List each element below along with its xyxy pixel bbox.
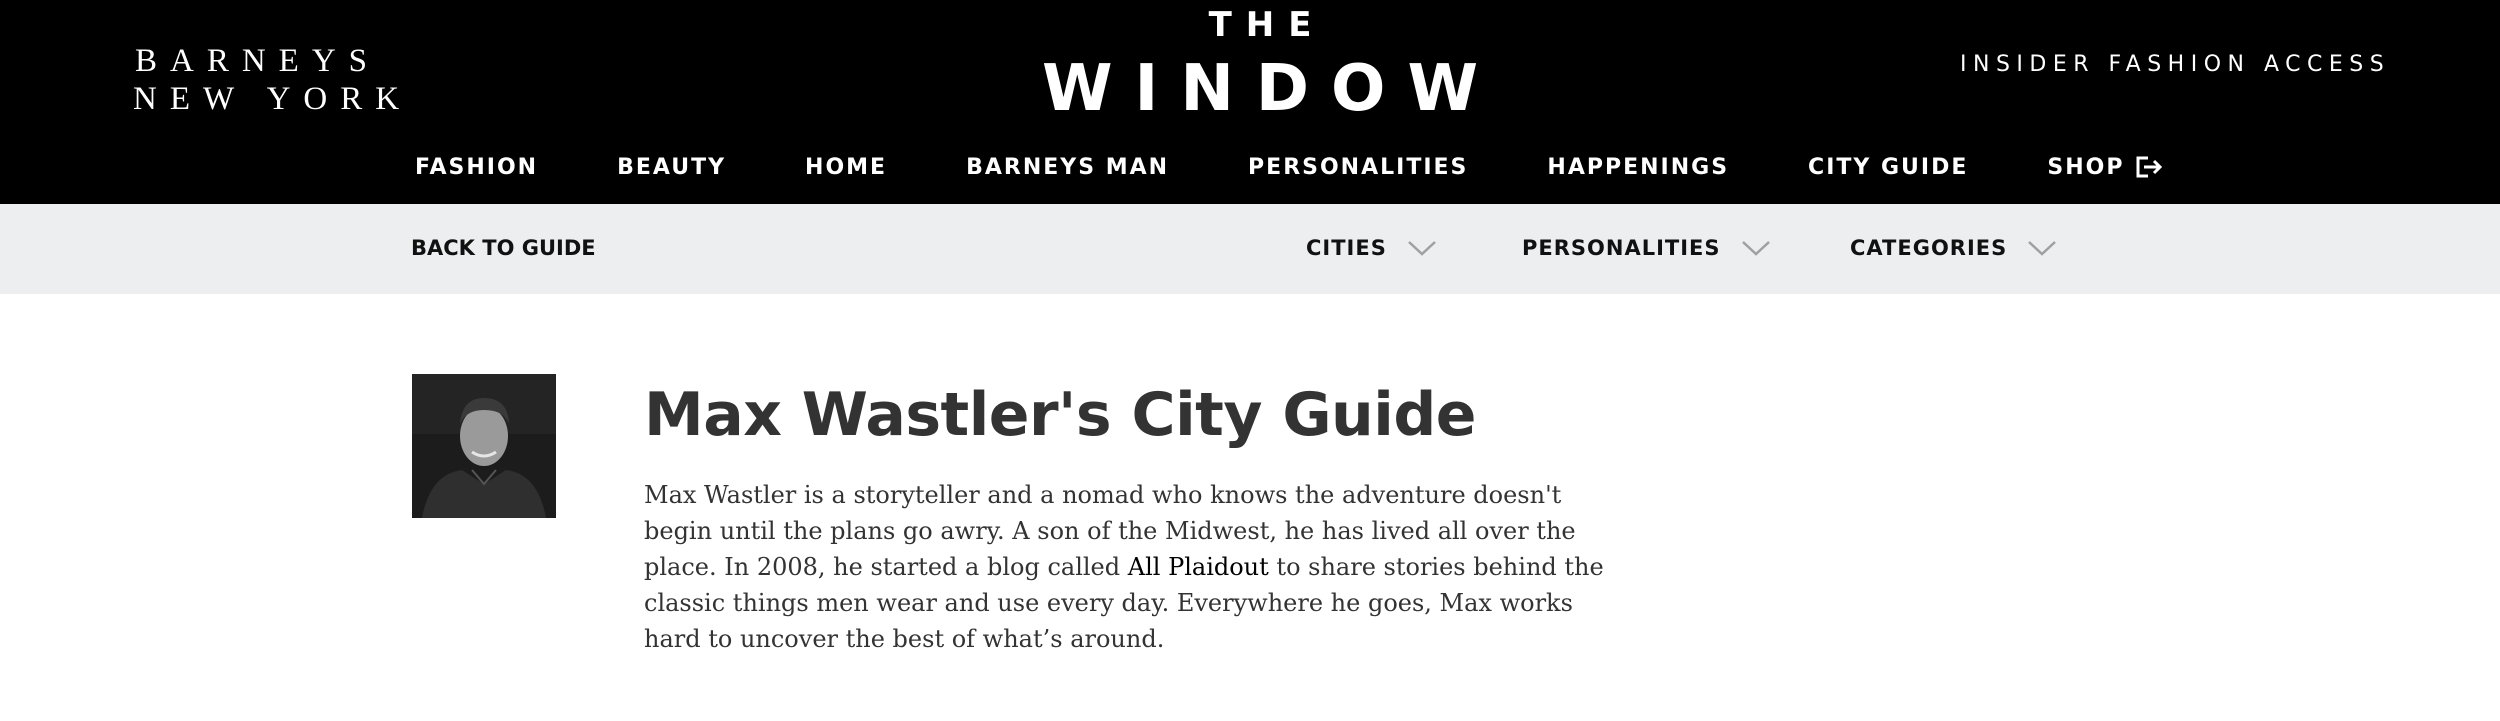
nav-fashion[interactable]: FASHION — [415, 154, 539, 180]
masthead-window: WINDOW — [1041, 52, 1501, 126]
nav-barneys-man[interactable]: BARNEYS MAN — [966, 154, 1170, 180]
site-header — [0, 0, 2500, 204]
all-plaidout-link[interactable]: All Plaidout — [1127, 553, 1269, 581]
personalities-dropdown[interactable] — [1522, 236, 1771, 260]
chevron-down-icon — [2027, 239, 2057, 257]
nav-shop-label: SHOP — [2047, 154, 2125, 180]
chevron-down-icon — [1407, 239, 1437, 257]
external-link-icon — [2134, 155, 2164, 179]
page-title: Max Wastler's City Guide — [644, 380, 1476, 450]
logo-line-2: NEW YORK — [133, 81, 413, 117]
nav-happenings[interactable]: HAPPENINGS — [1547, 154, 1730, 180]
nav-home[interactable]: HOME — [805, 154, 888, 180]
cities-dropdown[interactable] — [1306, 236, 1437, 260]
guide-subnav — [0, 204, 2500, 294]
barneys-logo[interactable] — [120, 42, 413, 118]
personalities-label: PERSONALITIES — [1522, 236, 1721, 260]
bio-text-start: Max Wastler is a storyteller and a nomad who knows the adventure doesn't begin until the plans go awry. A son of the Midwest, he has lived all over the place. In 2008, he started a blog called — [644, 481, 1576, 581]
nav-personalities[interactable]: PERSONALITIES — [1248, 154, 1469, 180]
bio-text-end: to share stories behind the classic things men wear and use every day. Everywhere he goes, Max works hard to uncover the best of what’s around. — [644, 553, 1604, 653]
categories-label: CATEGORIES — [1850, 236, 2008, 260]
categories-dropdown[interactable] — [1850, 236, 2057, 260]
profile-photo — [412, 374, 556, 518]
tagline: INSIDER FASHION ACCESS — [1960, 52, 2391, 77]
chevron-down-icon — [1741, 239, 1771, 257]
nav-beauty[interactable]: BEAUTY — [617, 154, 727, 180]
main-nav — [415, 152, 2164, 182]
nav-city-guide[interactable]: CITY GUIDE — [1808, 154, 1969, 180]
masthead-the: THE — [1208, 5, 1326, 45]
cities-label: CITIES — [1306, 236, 1387, 260]
nav-shop[interactable] — [2047, 155, 2164, 180]
profile-bio — [644, 477, 1624, 657]
the-window-masthead[interactable] — [1000, 6, 1520, 126]
back-to-guide-link[interactable]: BACK TO GUIDE — [411, 236, 596, 260]
logo-line-1: BARNEYS — [134, 43, 381, 79]
